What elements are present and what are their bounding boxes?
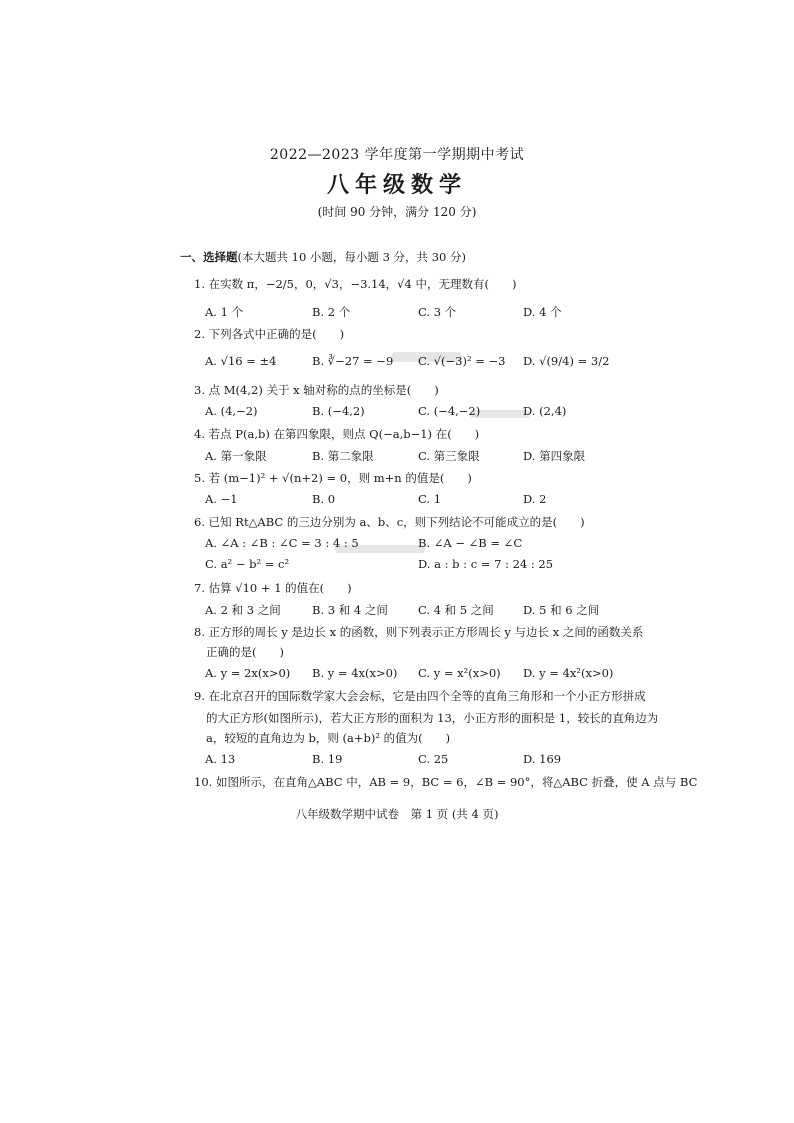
question-8-line-2: 正确的是( ) [206, 645, 284, 659]
time-note: (时间 90 分钟，满分 120 分) [317, 205, 477, 219]
q7-option-c: C. 4 和 5 之间 [418, 603, 494, 617]
q5-option-a: A. −1 [205, 492, 238, 506]
q6-option-c: C. a² − b² = c² [205, 557, 290, 571]
question-1: 1. 在实数 π，−2/5，0，√3，−3.14，√4 中，无理数有( ) [194, 277, 517, 291]
q5-option-d: D. 2 [523, 492, 547, 506]
q5-option-c: C. 1 [418, 492, 442, 506]
q4-option-c: C. 第三象限 [418, 449, 480, 463]
q9-option-b: B. 19 [312, 752, 343, 766]
q8-option-b: B. y = 4x(x>0) [312, 666, 398, 680]
q8-option-d: D. y = 4x²(x>0) [523, 666, 614, 680]
question-4: 4. 若点 P(a,b) 在第四象限，则点 Q(−a,b−1) 在( ) [194, 427, 480, 441]
section-note: (本大题共 10 小题，每小题 3 分，共 30 分) [237, 250, 466, 264]
q6-option-d: D. a : b : c = 7 : 24 : 25 [418, 557, 554, 571]
q9-option-c: C. 25 [418, 752, 449, 766]
question-3: 3. 点 M(4,2) 关于 x 轴对称的点的坐标是( ) [194, 383, 439, 397]
q1-option-c: C. 3 个 [418, 305, 457, 319]
question-5: 5. 若 (m−1)² + √(n+2) = 0，则 m+n 的值是( ) [194, 471, 472, 485]
q6-option-b: B. ∠A − ∠B = ∠C [418, 536, 523, 550]
question-9: 9. 在北京召开的国际数学家大会会标，它是由四个全等的直角三角形和一个小正方形拼成 [194, 689, 646, 703]
q2-option-c: C. √(−3)² = −3 [418, 354, 506, 368]
subject-title: 八年级数学 [326, 172, 467, 198]
section-heading [180, 249, 466, 265]
q7-option-a: A. 2 和 3 之间 [205, 603, 281, 617]
q2-option-d: D. √(9/4) = 3/2 [523, 354, 610, 368]
question-7: 7. 估算 √10 + 1 的值在( ) [194, 581, 352, 595]
question-10: 10. 如图所示，在直角△ABC 中，AB = 9，BC = 6，∠B = 90°，将△ABC 折叠，使 A 点与 BC [194, 775, 698, 789]
question-9-line-3: a，较短的直角边为 b，则 (a+b)² 的值为( ) [206, 731, 451, 745]
q9-option-a: A. 13 [205, 752, 236, 766]
question-9-line-2: 的大正方形(如图所示)，若大正方形的面积为 13，小正方形的面积是 1，较长的直角边为 [206, 711, 659, 725]
q3-option-b: B. (−4,2) [312, 404, 365, 418]
q3-option-a: A. (4,−2) [205, 404, 258, 418]
q7-option-b: B. 3 和 4 之间 [312, 603, 388, 617]
q1-option-b: B. 2 个 [312, 305, 351, 319]
q3-option-c: C. (−4,−2) [418, 404, 481, 418]
exam-year-title: 2022—2023 学年度第一学期期中考试 [269, 147, 525, 163]
q4-option-b: B. 第二象限 [312, 449, 374, 463]
q6-option-a: A. ∠A : ∠B : ∠C = 3 : 4 : 5 [205, 536, 359, 550]
q4-option-d: D. 第四象限 [523, 449, 586, 463]
q8-option-c: C. y = x²(x>0) [418, 666, 501, 680]
question-2: 2. 下列各式中正确的是( ) [194, 327, 345, 341]
q7-option-d: D. 5 和 6 之间 [523, 603, 600, 617]
q8-option-a: A. y = 2x(x>0) [205, 666, 291, 680]
q3-option-d: D. (2,4) [523, 404, 567, 418]
q4-option-a: A. 第一象限 [205, 449, 267, 463]
q1-option-a: A. 1 个 [205, 305, 244, 319]
q2-option-a: A. √16 = ±4 [205, 354, 277, 368]
question-6: 6. 已知 Rt△ABC 的三边分别为 a、b、c，则下列结论不可能成立的是( ) [194, 515, 585, 529]
question-8: 8. 正方形的周长 y 是边长 x 的函数，则下列表示正方形周长 y 与边长 x 之间的函数关系 [194, 625, 644, 639]
section-title: 一、选择题 [180, 250, 238, 264]
q2-option-b: B. ∛−27 = −9 [312, 354, 394, 368]
q9-option-d: D. 169 [523, 752, 562, 766]
page-footer: 八年级数学期中试卷 第 1 页 (共 4 页) [295, 807, 499, 821]
q1-option-d: D. 4 个 [523, 305, 562, 319]
q5-option-b: B. 0 [312, 492, 336, 506]
